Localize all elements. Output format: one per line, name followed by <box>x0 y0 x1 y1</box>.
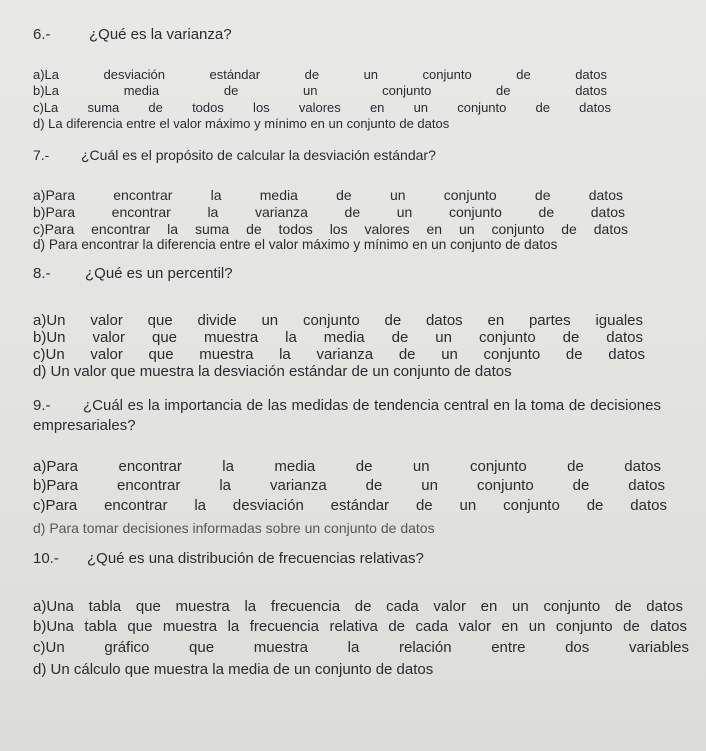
question-7-option-b: b)Para encontrar la varianza de un conjunto de datos <box>33 204 625 220</box>
question-9 <box>33 396 661 436</box>
question-10-option-d: d) Un cálculo que muestra la media de un conjunto de datos <box>33 661 434 678</box>
question-8-number: 8.- <box>33 265 51 282</box>
question-6-option-c: c)La suma de todos los valores en un conjunto de datos <box>33 100 611 115</box>
question-6-number: 6.- <box>33 26 51 43</box>
question-9-text: ¿Cuál es la importancia de las medidas de tendencia central en la toma de decisiones empresariales? <box>33 397 661 434</box>
question-10-number: 10.- <box>33 550 59 567</box>
question-6 <box>33 26 232 44</box>
question-7 <box>33 146 436 164</box>
question-7-option-a: a)Para encontrar la media de un conjunto de datos <box>33 187 623 203</box>
question-8-option-c: c)Un valor que muestra la varianza de un conjunto de datos <box>33 346 645 363</box>
question-10-option-b: b)Una tabla que muestra la frecuencia relativa de cada valor en un conjunto de datos <box>33 618 687 635</box>
question-8-option-d: d) Un valor que muestra la desviación estándar de un conjunto de datos <box>33 363 512 380</box>
question-9-option-c: c)Para encontrar la desviación estándar de un conjunto de datos <box>33 497 667 514</box>
question-10-option-c: c)Un gráfico que muestra la relación entre dos variables <box>33 639 689 656</box>
question-6-option-d: d) La diferencia entre el valor máximo y mínimo en un conjunto de datos <box>33 116 450 131</box>
question-9-number: 9.- <box>33 397 51 414</box>
question-7-number: 7.- <box>33 147 50 163</box>
question-6-option-b: b)La media de un conjunto de datos <box>33 83 607 98</box>
question-6-option-a: a)La desviación estándar de un conjunto de datos <box>33 67 607 82</box>
question-7-text: ¿Cuál es el propósito de calcular la desviación estándar? <box>81 147 436 163</box>
question-9-option-b: b)Para encontrar la varianza de un conjunto de datos <box>33 477 665 494</box>
question-9-option-d: d) Para tomar decisiones informadas sobre un conjunto de datos <box>33 520 435 536</box>
question-9-option-a: a)Para encontrar la media de un conjunto de datos <box>33 458 661 475</box>
question-6-text: ¿Qué es la varianza? <box>89 26 232 43</box>
question-8-option-a: a)Un valor que divide un conjunto de datos en partes iguales <box>33 312 643 329</box>
question-8 <box>33 265 233 283</box>
question-7-option-c: c)Para encontrar la suma de todos los valores en un conjunto de datos <box>33 221 628 237</box>
question-8-text: ¿Qué es un percentil? <box>85 265 233 282</box>
question-8-option-b: b)Un valor que muestra la media de un conjunto de datos <box>33 329 643 346</box>
question-10-text: ¿Qué es una distribución de frecuencias relativas? <box>87 550 424 567</box>
question-10 <box>33 550 424 568</box>
question-7-option-d: d) Para encontrar la diferencia entre el valor máximo y mínimo en un conjunto de datos <box>33 237 558 252</box>
question-10-option-a: a)Una tabla que muestra la frecuencia de cada valor en un conjunto de datos <box>33 598 683 615</box>
